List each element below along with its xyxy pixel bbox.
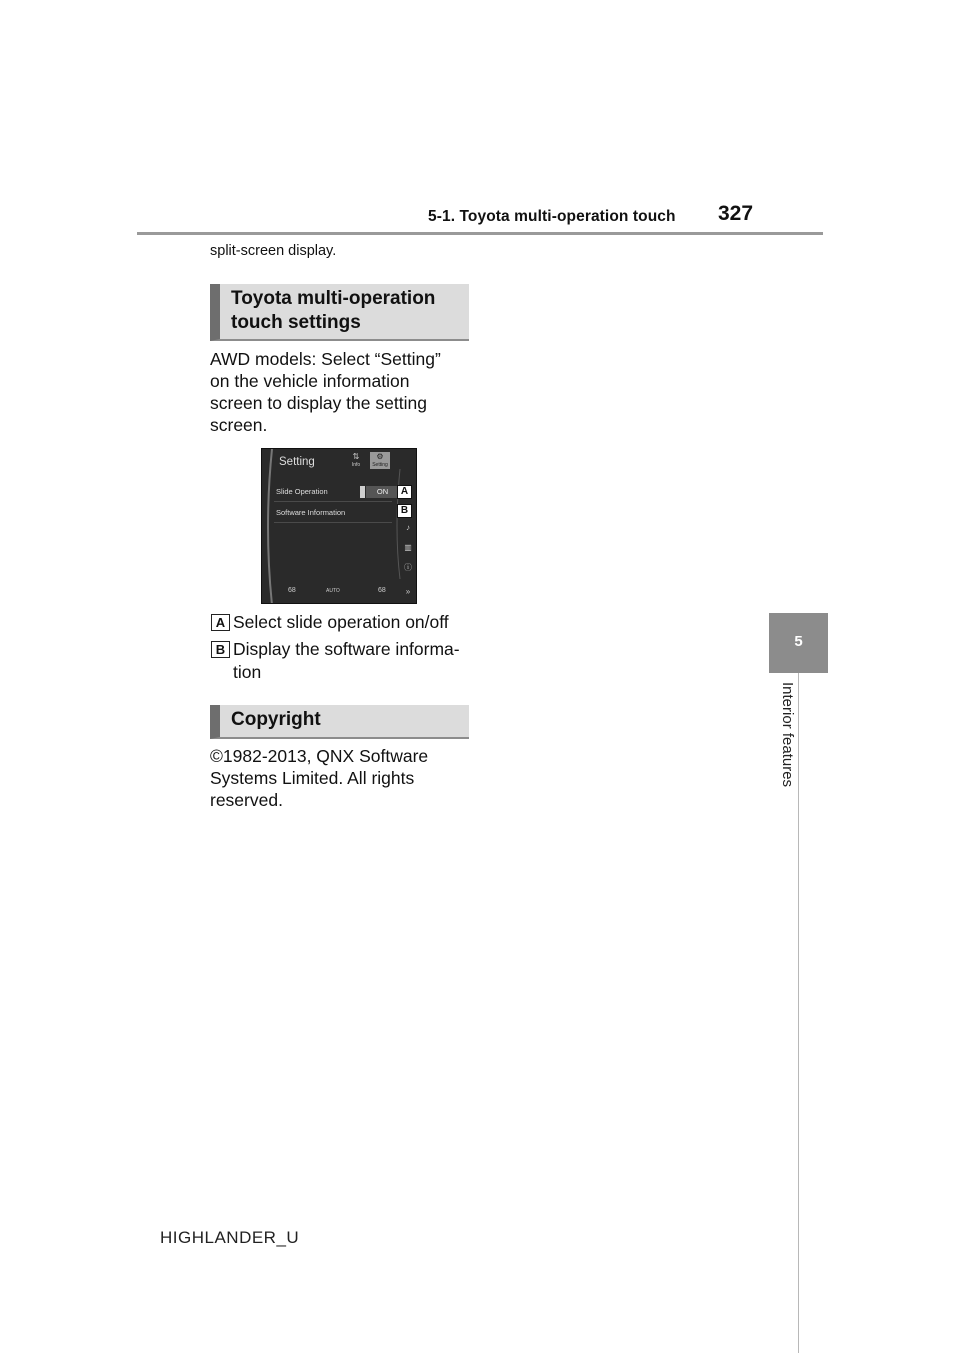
callout-a-label: A [211, 614, 230, 631]
gear-icon: ⚙ [376, 452, 384, 461]
body-line: reserved. [210, 790, 283, 810]
climate-mode: AUTO [326, 588, 340, 594]
callout-b-text: Display the software informa- [233, 639, 460, 659]
footer-model: HIGHLANDER_U [160, 1228, 300, 1247]
section-heading-line: Toyota multi-operation [231, 288, 436, 309]
section-body-copyright [210, 745, 470, 811]
screen-row-divider [274, 522, 392, 523]
body-line: AWD models: Select “Setting” [210, 349, 441, 369]
body-line: Systems Limited. All rights [210, 768, 415, 788]
running-header-section: 5-1. Toyota multi-operation touch [428, 208, 676, 225]
chapter-tab [769, 613, 828, 673]
body-line: on the vehicle information [210, 371, 410, 391]
screen-callout-b: B [397, 504, 412, 518]
screen-row-slide-operation: Slide Operation ON [274, 485, 392, 499]
body-line: ©1982-2013, QNX Software [210, 746, 429, 766]
body-line: screen. [210, 415, 268, 435]
info-circle-icon: ⓘ [404, 563, 412, 572]
screen-title: Setting [279, 456, 315, 468]
chapter-tab-rule [798, 673, 799, 1353]
climate-right-temp: 68 [378, 587, 386, 594]
screen-frame-curve [262, 449, 417, 604]
screen-row-divider [274, 501, 392, 502]
body-line: screen to display the setting [210, 393, 427, 413]
double-chevron-right-icon: » [405, 587, 411, 596]
callout-b-label: B [211, 641, 230, 658]
screen-tab-info: ⇅ Info [346, 452, 366, 469]
section-heading-line: touch settings [231, 312, 361, 333]
callout-b-text-cont: tion [233, 662, 262, 682]
intro-text: split-screen display. [210, 243, 337, 259]
bar-chart-icon: ▥ [404, 543, 412, 552]
section-heading-settings [210, 284, 469, 341]
info-icon: ⇅ [352, 452, 360, 461]
screen-row-software-information: Software Information [276, 508, 346, 517]
screen-climate-bar [282, 587, 392, 599]
chapter-label: Interior features [779, 682, 796, 788]
setting-screen-image [261, 448, 417, 604]
slide-switch [360, 486, 365, 498]
page-number: 327 [718, 202, 754, 225]
callout-a-text: Select slide operation on/off [233, 612, 449, 632]
climate-left-temp: 68 [288, 587, 296, 594]
chapter-number: 5 [794, 633, 803, 650]
section-heading-copyright: Copyright [210, 705, 469, 739]
section-body-settings [210, 348, 470, 436]
music-icon: ♪ [406, 523, 410, 532]
slide-on-value: ON [366, 486, 399, 498]
screen-callout-a: A [397, 485, 412, 499]
header-rule [137, 232, 823, 235]
screen-tab-setting: ⚙ Setting [370, 452, 390, 469]
